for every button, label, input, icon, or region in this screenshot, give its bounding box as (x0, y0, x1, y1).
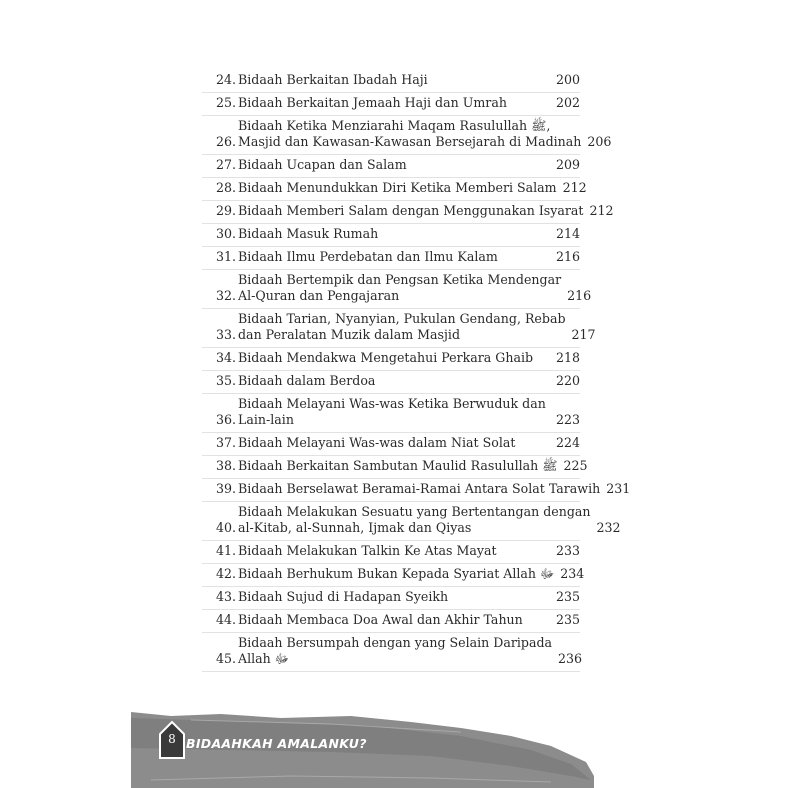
toc-entry-page: 214 (555, 226, 580, 241)
toc-entry-title (238, 226, 550, 242)
toc-entry-page: 224 (555, 435, 580, 450)
toc-entry-number: 34. (215, 350, 236, 365)
toc-entry-page: 212 (589, 203, 614, 218)
toc-entry-title (238, 272, 561, 304)
toc-entry-page: 202 (555, 95, 580, 110)
toc-entry-title (238, 249, 550, 265)
toc-entry-title-line: Lain-lain (238, 412, 294, 427)
toc-entry-title-line: Bidaah Bertempik dan Pengsan Ketika Mendengar (238, 272, 562, 287)
toc-entry-number: 25. (215, 95, 236, 110)
toc-entry-title-line: Bidaah Tarian, Nyanyian, Pukulan Gendang, Rebab (238, 311, 566, 326)
toc-entry-title-line: Bidaah Bersumpah dengan yang Selain Daripada (238, 635, 553, 650)
page-footer (131, 706, 594, 788)
toc-entry-title-line: Bidaah Berkaitan Jemaah Haji dan Umrah (238, 95, 507, 110)
toc-entry-title (238, 350, 550, 366)
page-number: 8 (168, 732, 176, 746)
toc-entry-number: 28. (215, 180, 236, 195)
toc-entry-title-line: Bidaah Melayani Was-was dalam Niat Solat (238, 435, 516, 450)
toc-entry-title-line: Bidaah Melakukan Talkin Ke Atas Mayat (238, 543, 497, 558)
toc-entry-number: 38. (215, 458, 236, 473)
toc-entry-page: 235 (555, 589, 580, 604)
toc-entry-page: 225 (563, 458, 588, 473)
toc-entry-number: 44. (215, 612, 236, 627)
toc-entry-title (238, 458, 558, 474)
toc-entry (202, 178, 587, 201)
toc-entry-number: 42. (215, 566, 236, 581)
toc-entry-title-line: dan Peralatan Muzik dalam Masjid (238, 327, 461, 342)
toc-entry-number: 43. (215, 589, 236, 604)
toc-entry-page: 233 (555, 543, 580, 558)
toc-entry-title-line: Masjid dan Kawasan-Kawasan Bersejarah di Madinah (238, 134, 582, 149)
toc-entry-page: 232 (596, 520, 621, 535)
toc-entry (202, 70, 580, 93)
toc-entry (202, 564, 585, 587)
toc-entry-title-line: Bidaah Ilmu Perdebatan dan Ilmu Kalam (238, 249, 498, 264)
toc-entry-page: 220 (555, 373, 580, 388)
toc-entry-title-line: Bidaah Menundukkan Diri Ketika Memberi Salam (238, 180, 557, 195)
toc-entry (202, 456, 588, 479)
toc-entry-page: 216 (567, 288, 592, 303)
toc-entry (202, 433, 580, 456)
toc-entry-title-line: Bidaah Berselawat Beramai-Ramai Antara Solat Tarawih (238, 481, 601, 496)
toc-entry-title (238, 373, 550, 389)
toc-entry-title-line: Bidaah Memberi Salam dengan Menggunakan Isyarat (238, 203, 584, 218)
toc-entry-number: 29. (215, 203, 236, 218)
toc-entry (202, 348, 580, 371)
toc-entry (202, 247, 580, 270)
toc-entry-number: 26. (215, 134, 236, 149)
toc-entry-title (238, 203, 583, 219)
toc-entry (202, 610, 580, 633)
toc-entry-number: 41. (215, 543, 236, 558)
toc-entry-title-line: Bidaah Berkaitan Sambutan Maulid Rasulullah ﷺ (238, 458, 558, 473)
book-title: BIDAAHKAH AMALANKU? (186, 736, 367, 751)
toc-entry-title-line: al-Kitab, al-Sunnah, Ijmak dan Qiyas (238, 520, 472, 535)
toc-entry-page: 236 (558, 651, 583, 666)
toc-entry-title-line: Bidaah Masuk Rumah (238, 226, 379, 241)
toc-entry-page: 216 (555, 249, 580, 264)
toc-entry (202, 502, 621, 541)
toc-entry-title (238, 435, 550, 451)
toc-entry-title (238, 396, 550, 428)
toc-entry (202, 633, 583, 672)
toc-entry-title (238, 180, 557, 196)
toc-entry (202, 541, 580, 564)
toc-entry (202, 371, 580, 394)
toc-entry (202, 587, 580, 610)
toc-entry-number: 32. (215, 288, 236, 303)
toc-entry-title (238, 95, 550, 111)
toc-entry-title (238, 118, 581, 150)
toc-entry-number: 30. (215, 226, 236, 241)
toc-entry-title-line: Bidaah Berhukum Bukan Kepada Syariat Allah ﷻ (238, 566, 555, 581)
toc-entry-title (238, 72, 550, 88)
toc-entry (202, 224, 580, 247)
toc-entry-page: 235 (555, 612, 580, 627)
toc-entry-number: 27. (215, 157, 236, 172)
toc-entry-title (238, 612, 550, 628)
toc-entry-title-line: Bidaah Ucapan dan Salam (238, 157, 407, 172)
toc-entry-title (238, 566, 554, 582)
toc-entry-page: 223 (555, 412, 580, 427)
toc-entry-title-line: Allah ﷻ (238, 651, 289, 666)
toc-entry-title (238, 311, 566, 343)
toc-entry-title (238, 589, 550, 605)
toc-entry-title-line: Bidaah Ketika Menziarahi Maqam Rasulullah ﷺ, (238, 118, 551, 133)
toc-entry-number: 31. (215, 249, 236, 264)
toc-entry-number: 39. (215, 481, 236, 496)
toc-entry-title (238, 543, 550, 559)
toc-entry-title-line: Bidaah Sujud di Hadapan Syeikh (238, 589, 449, 604)
toc-entry-number: 33. (215, 327, 236, 342)
toc-entry (202, 309, 596, 348)
toc-entry-title (238, 157, 550, 173)
toc-entry-title-line: Bidaah dalam Berdoa (238, 373, 376, 388)
toc-entry-page: 200 (555, 72, 580, 87)
toc-entry-page: 209 (555, 157, 580, 172)
toc-entry (202, 201, 614, 224)
toc-entry-title-line: Bidaah Membaca Doa Awal dan Akhir Tahun (238, 612, 523, 627)
toc-entry-number: 35. (215, 373, 236, 388)
toc-entry-page: 217 (571, 327, 596, 342)
toc-entry-number: 40. (215, 520, 236, 535)
toc-entry-title (238, 504, 591, 536)
toc-entry (202, 394, 580, 433)
toc-entry-title-line: Al-Quran dan Pengajaran (238, 288, 400, 303)
toc-entry (202, 116, 612, 155)
toc-entry-page: 206 (587, 134, 612, 149)
toc-entry-title (238, 481, 600, 497)
toc-entry-title-line: Bidaah Mendakwa Mengetahui Perkara Ghaib (238, 350, 534, 365)
toc-entry-number: 45. (215, 651, 236, 666)
toc-entry (202, 155, 580, 178)
toc-entry-page: 234 (560, 566, 585, 581)
toc-entry-number: 37. (215, 435, 236, 450)
toc-entry-page: 218 (555, 350, 580, 365)
toc-entry (202, 93, 580, 116)
toc-entry-page: 212 (562, 180, 587, 195)
table-of-contents (202, 70, 631, 672)
toc-entry-page: 231 (606, 481, 631, 496)
toc-entry-number: 24. (215, 72, 236, 87)
toc-entry-title-line: Bidaah Melayani Was-was Ketika Berwuduk dan (238, 396, 546, 411)
toc-entry-number: 36. (215, 412, 236, 427)
toc-entry (202, 270, 592, 309)
toc-entry-title (238, 635, 552, 667)
toc-entry-title-line: Bidaah Berkaitan Ibadah Haji (238, 72, 428, 87)
toc-entry-title-line: Bidaah Melakukan Sesuatu yang Bertentangan dengan (238, 504, 591, 519)
toc-entry (202, 479, 631, 502)
